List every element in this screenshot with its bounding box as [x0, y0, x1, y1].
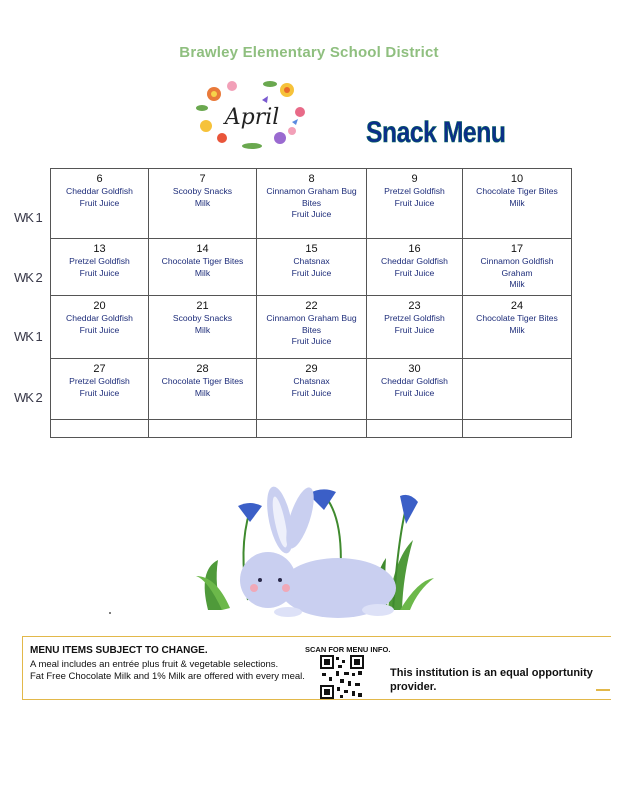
day-date: 7	[199, 173, 206, 185]
day-cell	[463, 296, 572, 359]
equal-opportunity-statement: This institution is an equal opportunity provider.	[390, 667, 593, 693]
menu-item: Fruit Juice	[291, 267, 332, 278]
day-cell	[51, 239, 149, 296]
week-row	[51, 239, 572, 296]
week-label: WK 2	[14, 270, 42, 285]
day-date: 24	[510, 300, 524, 312]
menu-item: Cheddar Goldfish	[381, 256, 448, 266]
day-cell	[257, 296, 367, 359]
menu-item: Milk	[509, 197, 525, 208]
menu-item: Chocolate Tiger Bites	[161, 376, 244, 386]
week-label: WK 2	[14, 390, 42, 405]
menu-item: Cheddar Goldfish	[66, 313, 133, 323]
empty-cell	[367, 420, 463, 438]
day-date: 20	[93, 300, 106, 312]
day-cell	[463, 169, 572, 239]
meal-info: A meal includes an entrée plus fruit & vegetable selections.	[30, 659, 279, 670]
day-cell	[149, 239, 257, 296]
menu-item: Cheddar Goldfish	[381, 376, 448, 386]
day-cell	[51, 296, 149, 359]
day-date: 17	[510, 243, 524, 255]
april-script: April	[224, 105, 280, 130]
menu-item: Bites	[301, 197, 322, 208]
week-row	[51, 296, 572, 359]
day-date: 15	[305, 243, 318, 255]
snack-calendar	[50, 168, 572, 438]
day-date: 21	[196, 300, 209, 312]
day-cell	[149, 296, 257, 359]
menu-item: Cinnamon Goldfish	[480, 256, 554, 266]
day-cell-empty	[463, 359, 572, 420]
day-date: 29	[305, 363, 318, 375]
menu-item: Cheddar Goldfish	[66, 186, 133, 196]
menu-item: Pretzel Goldfish	[384, 313, 445, 323]
week-row-empty	[51, 420, 572, 438]
menu-item: Milk	[194, 387, 211, 398]
menu-item: Fruit Juice	[394, 324, 435, 335]
speck-dot	[109, 612, 111, 614]
menu-item: Fruit Juice	[394, 267, 435, 278]
menu-item: Chatsnax	[293, 376, 330, 386]
menu-item: Fruit Juice	[394, 387, 435, 398]
menu-item: Fruit Juice	[291, 387, 332, 398]
menu-item: Fruit Juice	[79, 197, 120, 208]
scan-label: SCAN FOR MENU INFO.	[305, 645, 391, 654]
menu-item: Fruit Juice	[79, 267, 120, 278]
day-date: 23	[408, 300, 421, 312]
day-date: 22	[305, 300, 318, 312]
qr-code[interactable]	[320, 655, 364, 699]
menu-item: Scooby Snacks	[172, 313, 233, 323]
menu-item: Graham	[501, 267, 533, 278]
menu-item: Milk	[194, 197, 211, 208]
menu-item: Milk	[194, 267, 211, 278]
menu-item: Milk	[509, 279, 525, 289]
week-label: WK 1	[14, 329, 42, 344]
footer-accent-line	[596, 689, 610, 691]
day-cell	[463, 239, 572, 296]
bunny	[240, 484, 396, 618]
day-cell	[257, 359, 367, 420]
day-cell	[149, 359, 257, 420]
menu-item: Fruit Juice	[291, 209, 332, 219]
day-date: 14	[196, 243, 209, 255]
day-cell	[257, 239, 367, 296]
day-cell	[367, 169, 463, 239]
menu-item: Chocolate Tiger Bites	[476, 313, 558, 323]
menu-item: Bites	[301, 324, 322, 335]
menu-item: Milk	[194, 324, 211, 335]
district-name: Brawley Elementary School District	[179, 44, 439, 61]
menu-item: Fruit Juice	[79, 387, 120, 398]
day-cell	[257, 169, 367, 239]
menu-item: Milk	[509, 324, 525, 335]
day-date: 13	[93, 243, 106, 255]
menu-item: Scooby Snacks	[172, 186, 233, 196]
week-row	[51, 169, 572, 239]
day-cell	[51, 359, 149, 420]
snack-menu-title: Snack Menu	[366, 116, 506, 149]
week-label: WK 1	[14, 210, 42, 225]
week-row	[51, 359, 572, 420]
menu-item: Pretzel Goldfish	[69, 256, 130, 266]
empty-cell	[149, 420, 257, 438]
menu-item: Cinnamon Graham Bug	[266, 186, 357, 196]
day-cell	[367, 239, 463, 296]
empty-cell	[51, 420, 149, 438]
menu-item: Pretzel Goldfish	[69, 376, 130, 386]
day-date: 28	[196, 363, 209, 375]
menu-item: Chocolate Tiger Bites	[476, 186, 558, 196]
day-cell	[367, 296, 463, 359]
menu-item: Fruit Juice	[394, 197, 435, 208]
day-cell	[149, 169, 257, 239]
menu-item: Chocolate Tiger Bites	[161, 256, 244, 266]
day-date: 16	[408, 243, 421, 255]
day-date: 8	[308, 173, 315, 185]
day-date: 6	[96, 173, 103, 185]
day-cell	[367, 359, 463, 420]
day-cell	[51, 169, 149, 239]
menu-item: Pretzel Goldfish	[384, 186, 445, 196]
day-date: 30	[408, 363, 421, 375]
april-floral-art	[192, 76, 312, 156]
menu-item: Cinnamon Graham Bug	[266, 313, 357, 323]
day-date: 27	[93, 363, 106, 375]
bunny-illustration	[188, 480, 438, 620]
day-date: 9	[411, 173, 418, 185]
menu-item: Chatsnax	[293, 256, 330, 266]
day-date	[463, 359, 571, 363]
empty-cell	[257, 420, 367, 438]
milk-info: Fat Free Chocolate Milk and 1% Milk are offered with every meal.	[30, 671, 305, 682]
day-date: 10	[510, 173, 524, 185]
menu-item: Fruit Juice	[79, 324, 120, 335]
menu-change-notice: MENU ITEMS SUBJECT TO CHANGE.	[30, 645, 208, 656]
menu-item: Fruit Juice	[291, 336, 332, 346]
empty-cell	[463, 420, 572, 438]
